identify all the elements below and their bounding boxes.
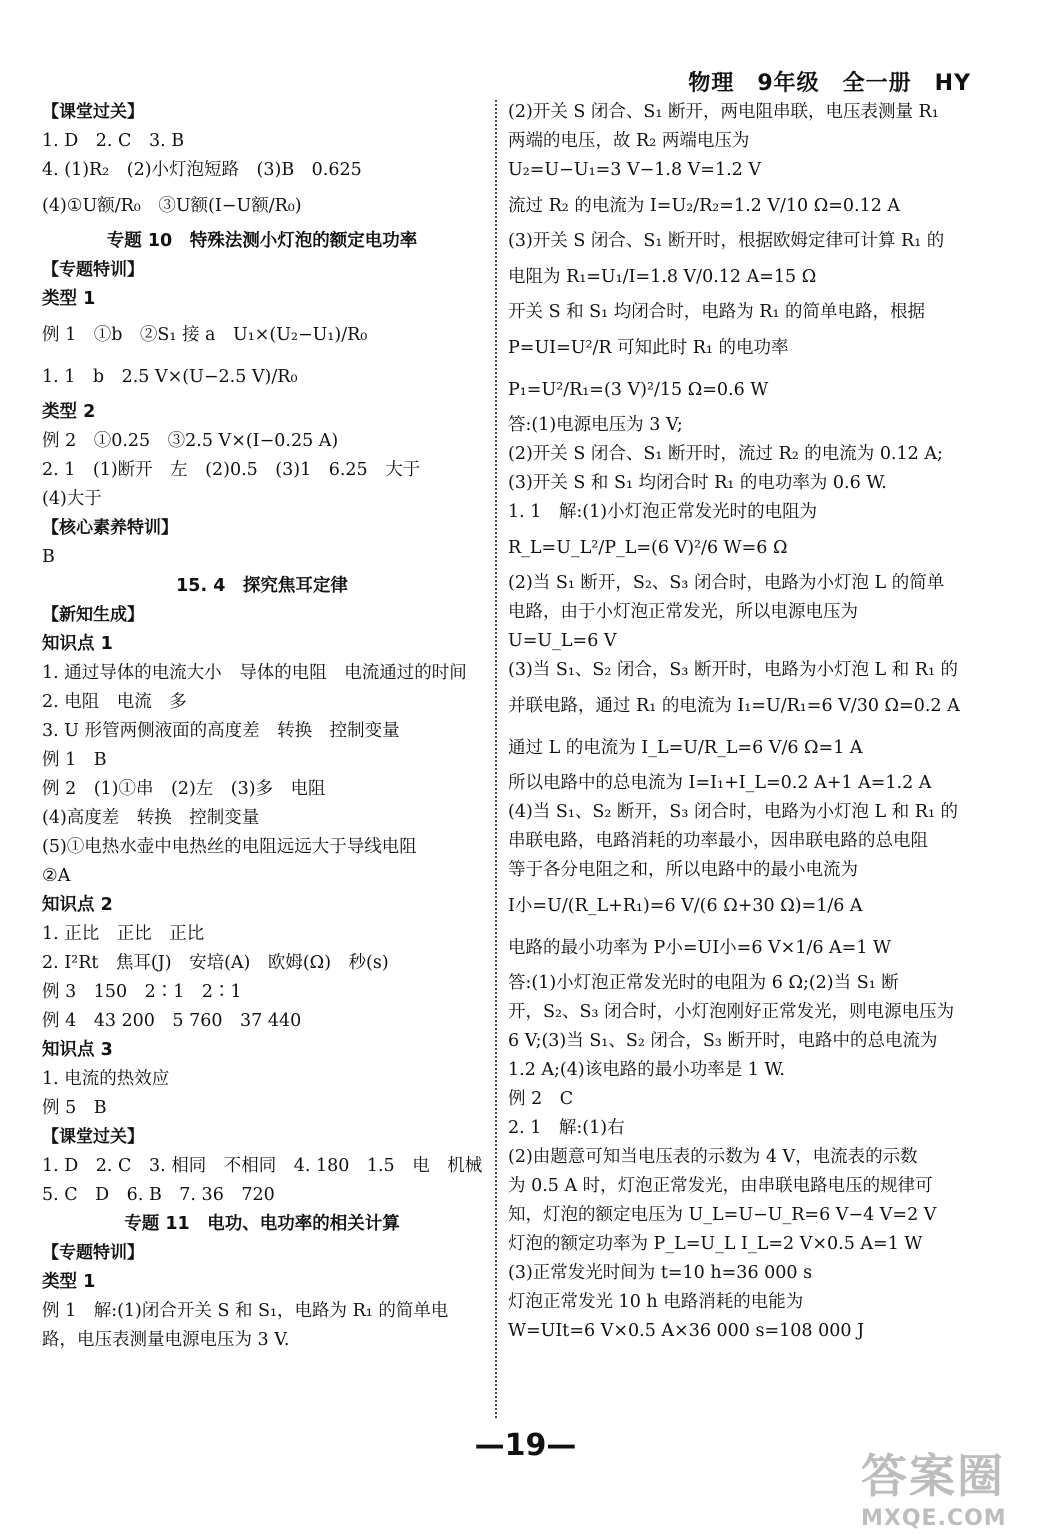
left-line: 例 5 B xyxy=(42,1098,107,1118)
left-line: 例 1 ①b ②S₁ 接 a U₁×(U₂−U₁)/R₀ xyxy=(42,325,368,345)
page-number: —19— xyxy=(474,1428,577,1463)
right-line: 2. 1 解:(1)右 xyxy=(508,1118,625,1138)
right-line: (2)开关 S 闭合、S₁ 断开，两电阻串联，电压表测量 R₁ xyxy=(508,102,939,122)
left-line: ②A xyxy=(42,866,71,886)
right-line: P=UI=U²/R 可知此时 R₁ 的电功率 xyxy=(508,338,789,358)
left-line: 2. 电阻 电流 多 xyxy=(42,692,187,712)
right-line: 电路的最小功率为 P小=UI小=6 V×1/6 A=1 W xyxy=(508,938,892,958)
left-line: 1. D 2. C 3. B xyxy=(42,131,185,151)
left-line: 例 2 ①0.25 ③2.5 V×(I−0.25 A) xyxy=(42,431,339,451)
right-line: U₂=U−U₁=3 V−1.8 V=1.2 V xyxy=(508,160,761,180)
left-line: 1. D 2. C 3. 相同 不相同 4. 180 1.5 电 机械 xyxy=(42,1156,483,1176)
right-line: (3)开关 S 和 S₁ 均闭合时 R₁ 的电功率为 0.6 W. xyxy=(508,473,887,493)
watermark-text: 答案圈 xyxy=(861,1449,1005,1503)
right-line: 开关 S 和 S₁ 均闭合时，电路为 R₁ 的简单电路，根据 xyxy=(508,302,926,322)
left-line: 路，电压表测量电源电压为 3 V. xyxy=(42,1330,290,1350)
left-line: 1. 正比 正比 正比 xyxy=(42,924,205,944)
left-line: 【核心素养特训】 xyxy=(42,518,178,538)
left-line: 4. (1)R₂ (2)小灯泡短路 (3)B 0.625 xyxy=(42,160,362,180)
right-line: (3)正常发光时间为 t=10 h=36 000 s xyxy=(508,1263,813,1283)
column-divider xyxy=(495,100,497,1418)
left-line: 知识点 2 xyxy=(42,895,113,915)
right-line: 知，灯泡的额定电压为 U_L=U−U_R=6 V−4 V=2 V xyxy=(508,1205,937,1225)
right-line: R_L=U_L²/P_L=(6 V)²/6 W=6 Ω xyxy=(508,538,788,558)
left-line: 1. 通过导体的电流大小 导体的电阻 电流通过的时间 xyxy=(42,663,467,683)
right-line: (3)当 S₁、S₂ 闭合，S₃ 断开时，电路为小灯泡 L 和 R₁ 的 xyxy=(508,660,959,680)
right-line: 1. 1 解:(1)小灯泡正常发光时的电阻为 xyxy=(508,502,818,522)
right-line: (3)开关 S 闭合、S₁ 断开时，根据欧姆定律可计算 R₁ 的 xyxy=(508,231,945,251)
left-line: 专题 11 电功、电功率的相关计算 xyxy=(124,1214,400,1234)
right-line: (4)当 S₁、S₂ 断开，S₃ 闭合时，电路为小灯泡 L 和 R₁ 的 xyxy=(508,802,959,822)
right-line: 为 0.5 A 时，灯泡正常发光，由串联电路电压的规律可 xyxy=(508,1176,933,1196)
left-line: 【专题特训】 xyxy=(42,1243,144,1263)
right-line: 并联电路，通过 R₁ 的电流为 I₁=U/R₁=6 V/30 Ω=0.2 A xyxy=(508,696,960,716)
left-line: 1. 1 b 2.5 V×(U−2.5 V)/R₀ xyxy=(42,367,298,387)
left-line: 5. C D 6. B 7. 36 720 xyxy=(42,1185,275,1205)
left-line: 类型 2 xyxy=(42,402,96,422)
left-line: 专题 10 特殊法测小灯泡的额定电功率 xyxy=(106,231,418,251)
left-line: B xyxy=(42,547,55,567)
right-line: W=UIt=6 V×0.5 A×36 000 s=108 000 J xyxy=(508,1321,865,1341)
left-line: 15. 4 探究焦耳定律 xyxy=(176,576,348,596)
left-column xyxy=(42,98,482,1355)
right-line: (2)由题意可知当电压表的示数为 4 V，电流表的示数 xyxy=(508,1147,918,1167)
right-line: 等于各分电阻之和，所以电路中的最小电流为 xyxy=(508,860,858,880)
right-line: 所以电路中的总电流为 I=I₁+I_L=0.2 A+1 A=1.2 A xyxy=(508,773,932,793)
left-line: 例 1 B xyxy=(42,750,107,770)
left-line: 类型 1 xyxy=(42,1272,96,1292)
right-line: 开，S₂、S₃ 闭合时，小灯泡刚好正常发光，则电源电压为 xyxy=(508,1002,955,1022)
left-line: 【课堂过关】 xyxy=(42,102,144,122)
left-line: 例 1 解:(1)闭合开关 S 和 S₁，电路为 R₁ 的简单电 xyxy=(42,1301,449,1321)
watermark-url: MXQE.COM xyxy=(861,1506,1007,1531)
right-line: 答:(1)小灯泡正常发光时的电阻为 6 Ω;(2)当 S₁ 断 xyxy=(508,973,899,993)
left-line: 类型 1 xyxy=(42,289,96,309)
left-line: (5)①电热水壶中电热丝的电阻远远大于导线电阻 xyxy=(42,837,417,857)
right-line: U=U_L=6 V xyxy=(508,631,617,651)
left-line: 知识点 3 xyxy=(42,1040,113,1060)
right-line: 通过 L 的电流为 I_L=U/R_L=6 V/6 Ω=1 A xyxy=(508,738,863,758)
left-line: 3. U 形管两侧液面的高度差 转换 控制变量 xyxy=(42,721,400,741)
left-line: (4)高度差 转换 控制变量 xyxy=(42,808,260,828)
page-header: 物理 9年级 全一册 HY xyxy=(688,71,971,96)
left-line: (4)①U额/R₀ ③U额(I−U额/R₀) xyxy=(42,196,302,216)
right-line: 电路，由于小灯泡正常发光，所以电源电压为 xyxy=(508,602,858,622)
right-line: (2)当 S₁ 断开，S₂、S₃ 闭合时，电路为小灯泡 L 的简单 xyxy=(508,573,945,593)
right-line: 1.2 A;(4)该电路的最小功率是 1 W. xyxy=(508,1060,785,1080)
left-line: (4)大于 xyxy=(42,489,102,509)
right-line: 灯泡的额定功率为 P_L=U_L I_L=2 V×0.5 A=1 W xyxy=(508,1234,923,1254)
left-line: 例 4 43 200 5 760 37 440 xyxy=(42,1011,302,1031)
left-line: 【新知生成】 xyxy=(42,605,144,625)
right-line: 电阻为 R₁=U₁/I=1.8 V/0.12 A=15 Ω xyxy=(508,267,817,287)
right-line: 两端的电压，故 R₂ 两端电压为 xyxy=(508,131,750,151)
right-line: P₁=U²/R₁=(3 V)²/15 Ω=0.6 W xyxy=(508,380,769,400)
right-line: 流过 R₂ 的电流为 I=U₂/R₂=1.2 V/10 Ω=0.12 A xyxy=(508,196,901,216)
left-line: 2. I²Rt 焦耳(J) 安培(A) 欧姆(Ω) 秒(s) xyxy=(42,953,389,973)
left-line: 例 2 (1)①串 (2)左 (3)多 电阻 xyxy=(42,779,326,799)
left-line: 2. 1 (1)断开 左 (2)0.5 (3)1 6.25 大于 xyxy=(42,460,421,480)
left-line: 【课堂过关】 xyxy=(42,1127,144,1147)
right-line: I小=U/(R_L+R₁)=6 V/(6 Ω+30 Ω)=1/6 A xyxy=(508,896,863,916)
right-line: 6 V;(3)当 S₁、S₂ 闭合，S₃ 断开时，电路中的总电流为 xyxy=(508,1031,938,1051)
right-column xyxy=(508,98,960,1346)
left-line: 【专题特训】 xyxy=(42,260,144,280)
left-line: 1. 电流的热效应 xyxy=(42,1069,170,1089)
right-line: (2)开关 S 闭合、S₁ 断开时，流过 R₂ 的电流为 0.12 A; xyxy=(508,444,943,464)
right-line: 例 2 C xyxy=(508,1089,574,1109)
watermark-logo xyxy=(861,1440,1031,1530)
right-line: 串联电路，电路消耗的功率最小，因串联电路的总电阻 xyxy=(508,831,928,851)
left-line: 知识点 1 xyxy=(42,634,113,654)
right-line: 答:(1)电源电压为 3 V; xyxy=(508,415,683,435)
left-line: 例 3 150 2∶1 2∶1 xyxy=(42,982,242,1002)
right-line: 灯泡正常发光 10 h 电路消耗的电能为 xyxy=(508,1292,804,1312)
